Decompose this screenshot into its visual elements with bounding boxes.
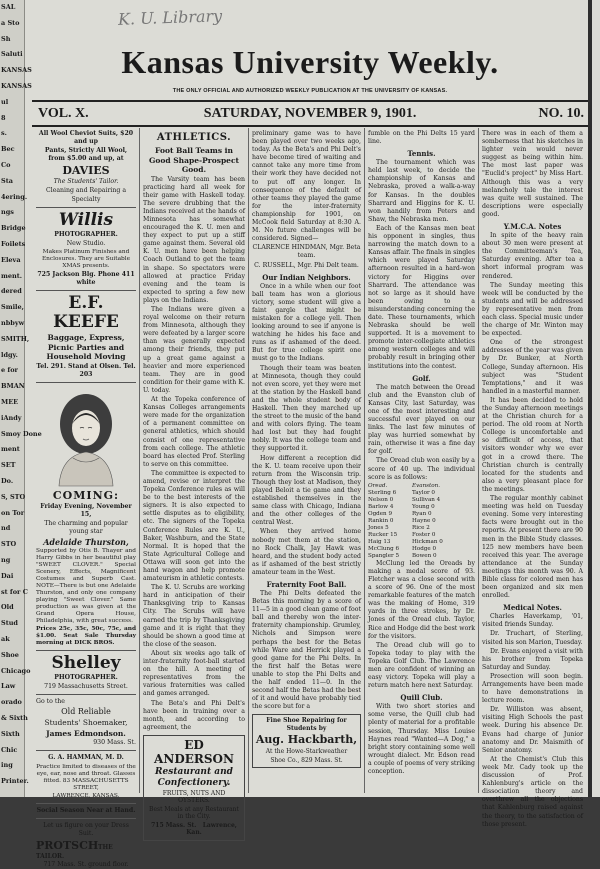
issue-date: SATURDAY, NOVEMBER 9, 1901. — [203, 106, 417, 121]
fraternity-football-heading: Fraternity Foot Ball. — [266, 579, 347, 589]
davies-ad-line1: All Wool Cheviot Suits, $20 and up — [38, 130, 134, 146]
article-paragraph: With two short stories and some verse, the Quill club had plenty of material for a profitable session, Thursday. Miss Louise Haynes read "Wanted—A Dog," a bright story containing some well wrought dialect. Mr. Edson read a couple of poems of very striking conception. — [368, 703, 475, 775]
column-divider — [364, 128, 365, 793]
article-paragraph: fumble on the Phi Delts 15 yard line. — [368, 130, 475, 146]
willis-ad-text: Makes Platinum Finishes and Enclosures. They are Suitable XMAS presents. — [41, 248, 131, 269]
davies-ad-name: DAVIES — [62, 164, 110, 178]
column-divider — [139, 128, 140, 793]
stub-text-fragment: MEE — [1, 398, 19, 406]
article-paragraph: It has been decided to hold the Sunday afternoon meetings at the Christian church for a period. The old room at North College is uncomfortable and so difficult of access, that visitors wonder why we ever got in a crowd there. The Christian church is centrally located for the students and also a very pleasant place for the meetings. — [482, 396, 583, 493]
hamman-ad-name: G. A. HAMMAN, M. D. — [48, 754, 124, 762]
article-paragraph: The Sunday meeting this week will be conducted by the students and will be addressed by representative men from each class. Special music under the charge of Mr. Winton may be expected. — [482, 281, 583, 338]
stub-text-fragment: Co — [1, 161, 11, 169]
ymca-heading: Y.M.C.A. Notes — [503, 222, 562, 232]
stub-text-fragment: ing — [1, 761, 13, 770]
tennis-heading: Tennis. — [407, 149, 436, 159]
score-row — [368, 504, 475, 511]
score-row — [368, 518, 475, 525]
article-paragraph: The match between the Oread club and the Evanston club of Kansas City, last Saturday, was one of the most interesting and successful ever played on our links. The last few minutes of play was hurried somewhat by rain, otherwise it was a fine day for golf. — [368, 383, 475, 456]
score-evanston-player: Hodge 0 — [412, 545, 437, 552]
stub-text-fragment: S, STO — [1, 492, 26, 501]
shoemaker-ad-name: James Edmondson. — [46, 728, 126, 738]
score-oread-player: Jones 5 — [368, 524, 389, 531]
article-paragraph: Once in a while when our foot ball team has won a glorious victory, some student will give a faint gargle that might be mistaken for a college yell. Then looking around to see if anyone is watching he hides his face and runs as if ashamed of the deed. But for true college spirit one must go to the Indians. — [252, 282, 361, 363]
stub-text-fragment: SET — [1, 461, 16, 470]
stub-text-fragment: Smoy Done — [1, 429, 42, 438]
score-row — [368, 546, 475, 553]
library-handwriting: K. U. Library — [117, 6, 223, 29]
stub-text-fragment: ldgy. — [1, 350, 18, 359]
ticket-prices: Prices 25c, 35c, 50c, 75c, and $1.00. Seat Sale Thursday morning at DICK BROS. — [36, 626, 136, 647]
shoemaker-ad-line3: Students' Shoemaker, — [44, 718, 128, 728]
stub-text-fragment: Shoe — [1, 650, 19, 659]
stub-text-fragment: nd — [1, 524, 11, 533]
keefe-ad-line2: Tel. 291. Stand at Olsen. Tel. 203 — [36, 362, 136, 378]
athletics-paragraph: The committee is expected to amend, revise or interpret the Topeka Conference rules as will be to the best interests of the signers. It is also expected to settle disputes as to eligibility, etc. The signers of the Topeka Conference Rules are K. U., Baker, Washburn, and the State Normal. It is hoped that the State Agricultural College and Ottawa will soon get into the hand wagon and help promote amateurism in athletic contests. — [143, 469, 245, 583]
social-season-ad: Social Season Near at Hand. — [36, 806, 136, 814]
stub-text-fragment: ment — [1, 445, 20, 454]
stub-text-fragment: Bec — [1, 145, 15, 154]
masthead-title: Kansas University Weekly. — [121, 44, 499, 80]
score-evanston-player: Foster 0 — [412, 531, 436, 538]
score-oread-player: Nelson 0 — [368, 496, 394, 503]
article-paragraph: Each of the Kansas men beat his opponent in singles, thus narrowing the match down to a Kansas affair. The finals in singles which were played Saturday afternoon resulted in a hard-won victory for Higgins over Sharrard. The attendance was not so large as it should have been owing to a misunderstanding concerning the date. These tournaments, which Nebraska should be well supported. It is a movement to promote inter-collegiate athletics among western colleges and will probably result in bringing other institutions into the contest. — [368, 224, 475, 370]
stub-text-fragment: Smile, — [1, 303, 24, 312]
stub-text-fragment: BMAN — [1, 382, 25, 391]
article-paragraph: At the Chemist's Club this week Mr. Cady took up the discussion of Prof. Kahlenburg's article on the dissociation theory and overthrew all the objections that Kahlenburg raised against the theory, to the satisfaction of those present. — [482, 755, 583, 828]
star-name: Adelaide Thurston, — [43, 537, 129, 548]
issue-number: NO. 10. — [538, 106, 584, 121]
score-row — [368, 511, 475, 518]
stub-text-fragment: SMITH, — [1, 334, 30, 343]
score-row — [368, 525, 475, 532]
score-oread-player: Spangler 5 — [368, 552, 400, 559]
article-paragraph: One of the strongest addresses of the year was given by Dr. Bunker, at North College, Sunday afternoon. His subject was "Student Temptations," and it was handled in a masterful manner. — [482, 339, 583, 395]
shoemaker-ad-line1: Go to the — [36, 698, 65, 706]
athletics-column — [143, 130, 245, 837]
anderson-ad-line1: FRUITS, NUTS AND OYSTERS. — [162, 789, 226, 805]
stub-text-fragment: ment. — [1, 271, 23, 280]
signature-phi-delt: C. RUSSELL, Mgr. Phi Delt team. — [254, 261, 359, 269]
score-row — [368, 490, 475, 497]
shelley-ad-name: Shelley — [51, 653, 121, 674]
ad-separator — [36, 650, 136, 651]
stub-text-fragment: & Sixth — [1, 714, 28, 722]
score-row — [368, 532, 475, 539]
signature-beta: CLARENCE HINDMAN, Mgr. Beta team. — [252, 244, 361, 260]
score-oread-player: Barlow 4 — [368, 503, 394, 510]
quill-club-heading: Quill Club. — [400, 693, 443, 703]
athletics-paragraph: The Varsity team has been practicing hard all week for their game with Haskell today. The severe drubbing that the Indians received at the hands of Minnesota has somewhat encouraged the K. U. men and they expect to put up a stiff game against them. Several old K. U. men have been helping Coach Outland to get the team in shape. So spectators were allowed at practice Friday evening and the team is expected to spring a few new plays on the Indians. — [143, 175, 245, 304]
protsch-ad-line1: Let us figure on your Dress Suit. — [43, 821, 129, 837]
score-table-header — [368, 483, 475, 490]
athletics-heading: ATHLETICS. — [156, 132, 232, 143]
golf-score-table — [368, 483, 475, 560]
stub-text-fragment: Stud — [1, 619, 18, 628]
shoemaker-ad-line2: Old Reliable — [61, 707, 111, 717]
stub-text-fragment: Sta — [1, 176, 13, 185]
score-header-evanston: Evanston. — [412, 482, 441, 489]
hackbarth-ad-line2: Shoe Co., 829 Mass. St. — [270, 756, 343, 764]
stub-text-fragment: dered — [1, 287, 22, 296]
stub-text-fragment: ul — [1, 97, 9, 106]
athletics-paragraph: The Beta's and Phi Delt's have been in training over a month, and according to agreement, the — [143, 699, 245, 731]
tennis-golf-column — [368, 130, 475, 795]
ad-separator — [36, 818, 136, 819]
stub-text-fragment: ngs — [1, 208, 14, 217]
actress-portrait-illustration — [47, 386, 125, 486]
davies-ad-tag: Cleaning and Repairing a Specialty — [45, 187, 127, 203]
ad-separator — [36, 382, 136, 383]
anderson-ad-address — [146, 822, 242, 837]
coming-text: The charming and popular young star — [44, 519, 128, 535]
athletics-subheading: Foot Ball Teams in Good Shape-Prospect Good. — [149, 146, 239, 174]
score-evanston-player: Rice 2 — [412, 524, 430, 531]
shoemaker-ad-address: 930 Mass. St. — [93, 739, 136, 747]
shelley-ad-sub: PHOTOGRAPHER. — [54, 674, 118, 682]
protsch-ad-sub: THE TAILOR. — [36, 843, 113, 860]
score-evanston-player: Hayne 0 — [412, 517, 436, 524]
stub-text-fragment: on Tor — [1, 508, 25, 517]
stub-text-fragment: Old — [1, 603, 14, 612]
stub-text-fragment: STO — [1, 540, 17, 549]
front-page — [32, 0, 592, 868]
ymca-medical-column — [482, 130, 583, 828]
athletics-paragraph: The K. U. Scrubs are working hard in anticipation of their Thanksgiving trip to Kansas City. The Scrubs will have earned the trip by Thanksgiving game and it is right that they should be shown a good time at the close of the season. — [143, 584, 245, 648]
stub-text-fragment: ng — [1, 556, 11, 564]
stub-text-fragment: KANSAS — [1, 66, 32, 75]
score-evanston-player: Young 0 — [412, 503, 435, 510]
article-paragraph: Though their team was beaten at Minnesota, though they could not even score, yet they were met at the station by the Haskell band and the whole student body of Haskell. Then they marched up the street to the music of the band and with colors flying. The team had lost but they had fought nobly. It was the college team and they supported it. — [252, 364, 361, 453]
column-divider — [478, 128, 479, 793]
keefe-ad-name: E.F. KEEFE — [53, 293, 119, 333]
stub-text-fragment: Saluti — [1, 50, 23, 59]
anderson-ad-sub: Restaurant and Confectionery. — [155, 766, 233, 788]
article-paragraph: Prosection will soon begin. Arrangements have been made to have demonstrations in lecture room. — [482, 672, 583, 705]
score-oread-player: Sterling 6 — [368, 489, 397, 496]
stub-text-fragment: e for — [1, 366, 18, 375]
article-paragraph: There was in each of them a somberness that his sketches in lighter vein would never suggest as being within him. The most last paper was "Euclid's project" by Miss Hart. Although this was a very melancholy tale the interest was quite well sustained. The descriptions were especially good. — [482, 130, 583, 218]
page-edge-shadow — [588, 0, 592, 797]
indian-neighbors-heading: Our Indian Neighbors. — [262, 272, 351, 282]
anderson-ad-street: 715 Mass. St. — [151, 821, 197, 829]
anderson-ad-line2: Best Meals at any Restaurant in the City. — [149, 805, 239, 821]
willis-ad-studio: New Studio. — [66, 239, 106, 247]
willis-ad-address: 725 Jackson Blg. Phone 411 white — [37, 270, 135, 286]
stub-text-fragment: Do. — [1, 477, 14, 485]
keefe-ad-line1: Baggage, Express, Picnic Parties and Household Moving — [46, 333, 126, 362]
score-oread-player: Rucker 15 — [368, 531, 398, 538]
willis-ad-name: Willis — [58, 209, 114, 230]
article-paragraph: McClung led the Oreads by making a medal score of 93. Fletcher was a close second with a score of 96. One of the most remarkable features of the match was the making of Home, 319 yards in three strokes, by Dr. Jones of the Oread club. Taylor, Rice and Hodge did the best work for the visitors. — [368, 559, 475, 640]
stub-text-fragment: 4ering. — [1, 192, 28, 201]
shelley-ad-address: 719 Massachusetts Street. — [44, 683, 128, 691]
athletics-paragraph: The Indians were given a royal welcome on their return from Minnesota, although they were defeated by a larger score than was generally expected among their friends, they put up a great game against a heavier and more experienced team. They are in good condition for their game with K. U. today. — [143, 306, 245, 394]
score-evanston-player: Hickman 0 — [412, 538, 443, 545]
stub-text-fragment: s. — [1, 129, 7, 138]
ad-separator — [36, 750, 136, 751]
stub-text-fragment: Chic — [1, 745, 18, 754]
golf-heading: Golf. — [412, 373, 431, 383]
stub-text-fragment: Chicago — [1, 666, 31, 675]
stub-text-fragment: iAndy — [1, 413, 22, 422]
stub-text-fragment: Printer. — [1, 777, 29, 786]
stub-text-fragment: st for C — [1, 587, 28, 596]
protsch-ad-name: PROTSCH — [36, 838, 99, 852]
stub-text-fragment: nbbyw — [1, 319, 25, 327]
volume-label: VOL. X. — [38, 106, 89, 121]
willis-ad-sub: PHOTOGRAPHER. — [54, 230, 118, 238]
score-evanston-player: Ryan 0 — [412, 510, 432, 517]
athletics-paragraph: At the Topeka conference of Kansas Colleges arrangements were made for the organization of a permanent committee on general athletics, which should consist of one representative from each college. The athletic board has elected Prof. Sterling to serve on this committee. — [143, 396, 245, 468]
stub-text-fragment: 8 — [1, 113, 6, 122]
score-row — [368, 553, 475, 560]
hamman-ad-text: Practice limited to diseases of the eye, ear, nose and throat. Glasses fitted. 83 MASSACHUSETTS STREET, — [36, 763, 136, 791]
athletics-paragraph: About six weeks ago talk of inter-fraternity foot-ball started on the hill. A meeting of representatives from the various fraternities was called and games arranged. — [143, 649, 245, 698]
coming-date: Friday Evening, November 15, — [40, 502, 132, 518]
article-paragraph: Charles Haverkamp, '01, visited friends Sunday. — [482, 613, 583, 629]
score-evanston-player: Sullivan 4 — [412, 496, 441, 503]
masthead-rule-bottom — [32, 125, 588, 127]
score-oread-player: McClung 6 — [368, 545, 400, 552]
neighbors-column — [252, 130, 361, 795]
score-row — [368, 497, 475, 504]
star-text: Supported by Otis B. Thayer and Harry Gibbs in her beautiful play "SWEET CLOVER." Special Scenery, Effects, Magnificent Costumes and Superb Cast. NOTE—There is but one Adelaide Thurston, and only one company playing "Sweet Clover." Same production as was given at the Grand Opera House, Philadelphia, with great success. — [36, 548, 136, 625]
masthead-rule-top — [32, 100, 588, 102]
stub-text-fragment: Sh — [1, 34, 11, 43]
stub-text-fragment: Law — [1, 682, 16, 691]
stub-text-fragment: Foilets — [1, 240, 26, 248]
davies-ad-line2: Pants, Strictly All Wool, from $5.00 and up, at — [44, 147, 128, 163]
ad-separator — [36, 207, 136, 208]
medical-notes-heading: Medical Notes. — [503, 603, 562, 613]
article-paragraph: preliminary game was to have been played over two weeks ago, today. As the Beta's and Phi Delt's have become tired of waiting and cannot take any more time from their work they have decided not to put off any longer. In consequence of the default of other teams they played the game for the inter-fraternity championship for 1901, on McCook field Saturday at 8:30 A. M. No future challenges will be considered. Signed— — [252, 130, 361, 243]
article-paragraph: The tournament which was held last week, to decide the championship of Kansas and Nebraska, proved a walk-a-way for Kansas. In the doubles Sharrard and Higgins for K. U. won handily from Peters and Shaw, the Nebraska men. — [368, 159, 475, 223]
stub-text-fragment: Dai — [1, 571, 14, 580]
stub-text-fragment: KANSAS — [1, 82, 32, 90]
hackbarth-ad — [252, 714, 361, 768]
hackbarth-ad-line1: At the Howe-Starkweather — [265, 748, 348, 756]
score-oread-player: Ogden 9 — [368, 510, 392, 517]
score-oread-player: Haig 13 — [368, 538, 391, 545]
stub-text-fragment: Bridge — [1, 224, 26, 233]
article-paragraph: The regular monthly cabinet meeting was held on Tuesday evening. Some very interesting facts were brought out in the reports. At present there are 90 men in the Bible Study classes. 125 new members have been received this year. The average attendance at the Sunday meetings this month was 90. A Bible class for colored men has been organized and six men enrolled. — [482, 495, 583, 600]
score-row — [368, 539, 475, 546]
davies-ad-sub: The Students' Tailor. — [53, 178, 119, 186]
article-paragraph: In spite of the heavy rain about 30 men were present at the Committeeman's Tea, Saturday evening. After tea a short informal program was rendered. — [482, 232, 583, 280]
ad-separator — [36, 803, 136, 804]
protsch-ad-address: 717 Mass. St. ground floor. — [43, 860, 129, 868]
article-paragraph: Dr. Truchart, of Sterling, visited his son Marion, Tuesday. — [482, 630, 583, 646]
stub-text-fragment: a Sto — [1, 18, 20, 27]
ad-column — [36, 130, 136, 868]
article-paragraph: The Oread club will go to Topeka today to play with the Topeka Golf Club. The Lawrence men are confident of winning an easy victory. Topeka will play a return match here next Saturday. — [368, 641, 475, 690]
stub-text-fragment: SAL — [1, 3, 16, 11]
masthead-tagline: THE ONLY OFFICIAL AND AUTHORIZED WEEKLY PUBLICATION AT THE UNIVERSITY OF KANSAS. — [172, 88, 448, 94]
anderson-ad — [143, 735, 245, 841]
column-divider — [248, 128, 249, 793]
anderson-ad-name: ED ANDERSON — [154, 737, 234, 766]
stub-text-fragment: Sixth — [1, 729, 20, 738]
anderson-ad-city: Lawrence, Kan. — [186, 821, 237, 837]
hackbarth-ad-name: Aug. Hackbarth, — [255, 733, 358, 747]
article-paragraph: The Oread club won easily by a score of 40 up. The individual score is as follows: — [368, 457, 475, 481]
stub-text-fragment: Eleva — [1, 255, 21, 264]
ad-separator — [36, 694, 136, 695]
score-evanston-player: Taylor 0 — [412, 489, 435, 496]
score-oread-player: Rankin 0 — [368, 517, 394, 524]
adjacent-page-stub — [0, 0, 42, 797]
article-paragraph: How different a reception did the K. U. team receive upon their return from the Wisconsin trip. Though they lost at Madison, they played Beloit a tie game and they established themselves in the same class with Chicago, Indiana and the other colleges of the central West. — [252, 454, 361, 527]
article-paragraph: Dr. Williston was absent, visiting High Schools the past week. During his absence Dr. Evans had charge of Junior anatomy and Dr. Maismith of Senior anatomy. — [482, 706, 583, 754]
coming-heading: COMING: — [52, 488, 120, 502]
hackbarth-ad-top: Fine Shoe Repairing for Students by — [266, 717, 347, 732]
article-paragraph: The Phi Delts defeated the Betas this morning by a score of 11—5 in a good clean game of foot ball and thereby won the inter-fraternity championship. Grumley, Nichols and Simpson were perhaps the best for the Betas while Ware and Herrick played a good game for the Phi Delts. In the first half the Betas were unable to stop the Phi Delts and the half ended 11—0. In the second half the Betas had the best of it and would have probably tied the score but for a — [252, 589, 361, 711]
score-header-oread: Oread. — [368, 482, 388, 489]
stub-text-fragment: ak — [1, 635, 10, 643]
article-paragraph: When they arrived home nobody met them at the station, no Rock Chalk, Jay Hawk was heard, and the student body acted as if ashamed of the best strictly amateur team in the West. — [252, 528, 361, 576]
score-evanston-player: Bowen 0 — [412, 552, 437, 559]
ad-separator — [36, 290, 136, 291]
stub-text-fragment: orado — [1, 698, 22, 707]
hamman-ad-city: LAWRENCE, KANSAS. — [52, 792, 120, 799]
article-paragraph: Dr. Evans enjoyed a visit with his brother from Topeka Saturday and Sunday. — [482, 647, 583, 671]
